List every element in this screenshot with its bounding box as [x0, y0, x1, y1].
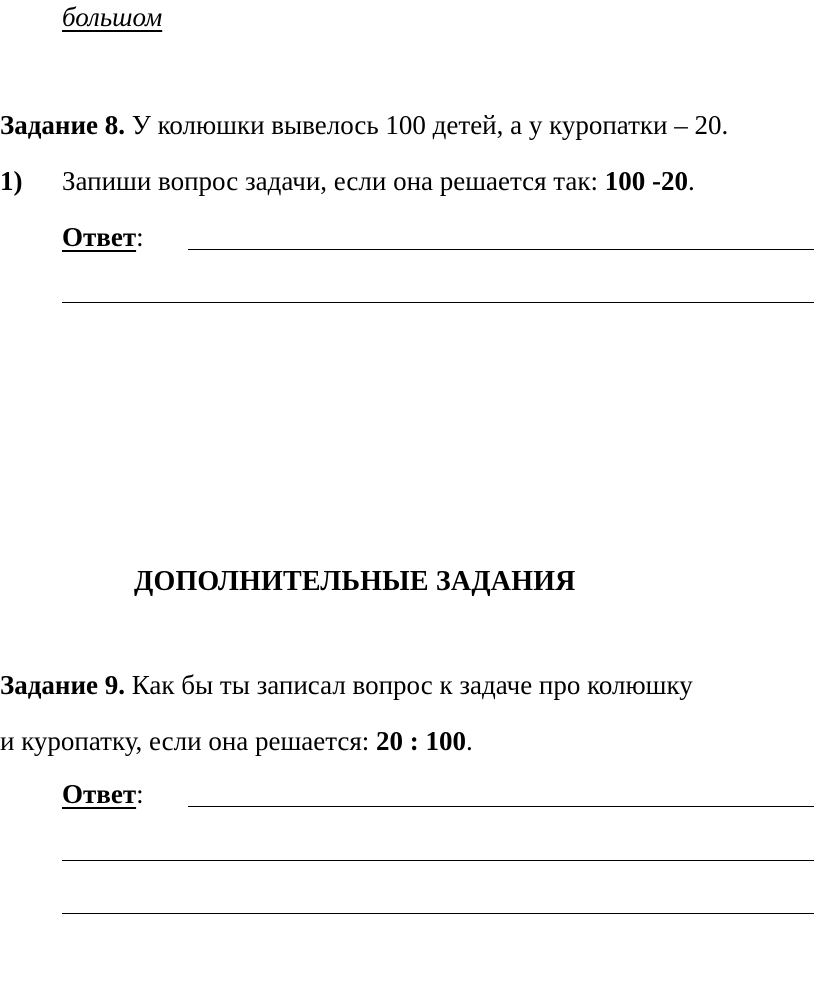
answer2-line-1[interactable] [188, 806, 814, 807]
item1-number: 1) [0, 166, 23, 196]
task9-paragraph-line1 [0, 670, 693, 701]
answer2-label: Ответ [62, 779, 137, 809]
item1-expression: 100 -20 [604, 166, 689, 196]
answer1-line-2[interactable] [62, 302, 814, 303]
answer1-label: Ответ [62, 222, 137, 252]
answer2-colon: : [136, 779, 144, 809]
task8-text: У колюшки вывелось 100 детей, а у куропатки – 20. [125, 110, 729, 140]
section-heading: ДОПОЛНИТЕЛЬНЫЕ ЗАДАНИЯ [134, 566, 576, 597]
task9-text-line1: Как бы ты записал вопрос к задаче про колюшку [125, 670, 693, 700]
task9-paragraph-line2 [0, 726, 473, 757]
task9-label: Задание 9. [0, 670, 126, 700]
item1-text: Запиши вопрос задачи, если она решается так: [62, 166, 605, 196]
task8-label: Задание 8. [0, 110, 126, 140]
answer2-line-2[interactable] [62, 860, 814, 861]
answer2-label-group [62, 779, 144, 810]
answer2-line-3[interactable] [62, 913, 814, 914]
task9-end: . [466, 726, 473, 756]
item1-paragraph [62, 166, 695, 197]
task9-text-line2: и куропатку, если она решается: [0, 726, 377, 756]
item1-end: . [688, 166, 695, 196]
top-fragment-text: большом [62, 2, 163, 32]
task8-paragraph [0, 110, 728, 141]
answer1-line-1[interactable] [188, 249, 814, 250]
answer1-label-group [62, 222, 144, 253]
task9-expression: 20 : 100 [376, 726, 467, 756]
answer1-colon: : [136, 222, 144, 252]
